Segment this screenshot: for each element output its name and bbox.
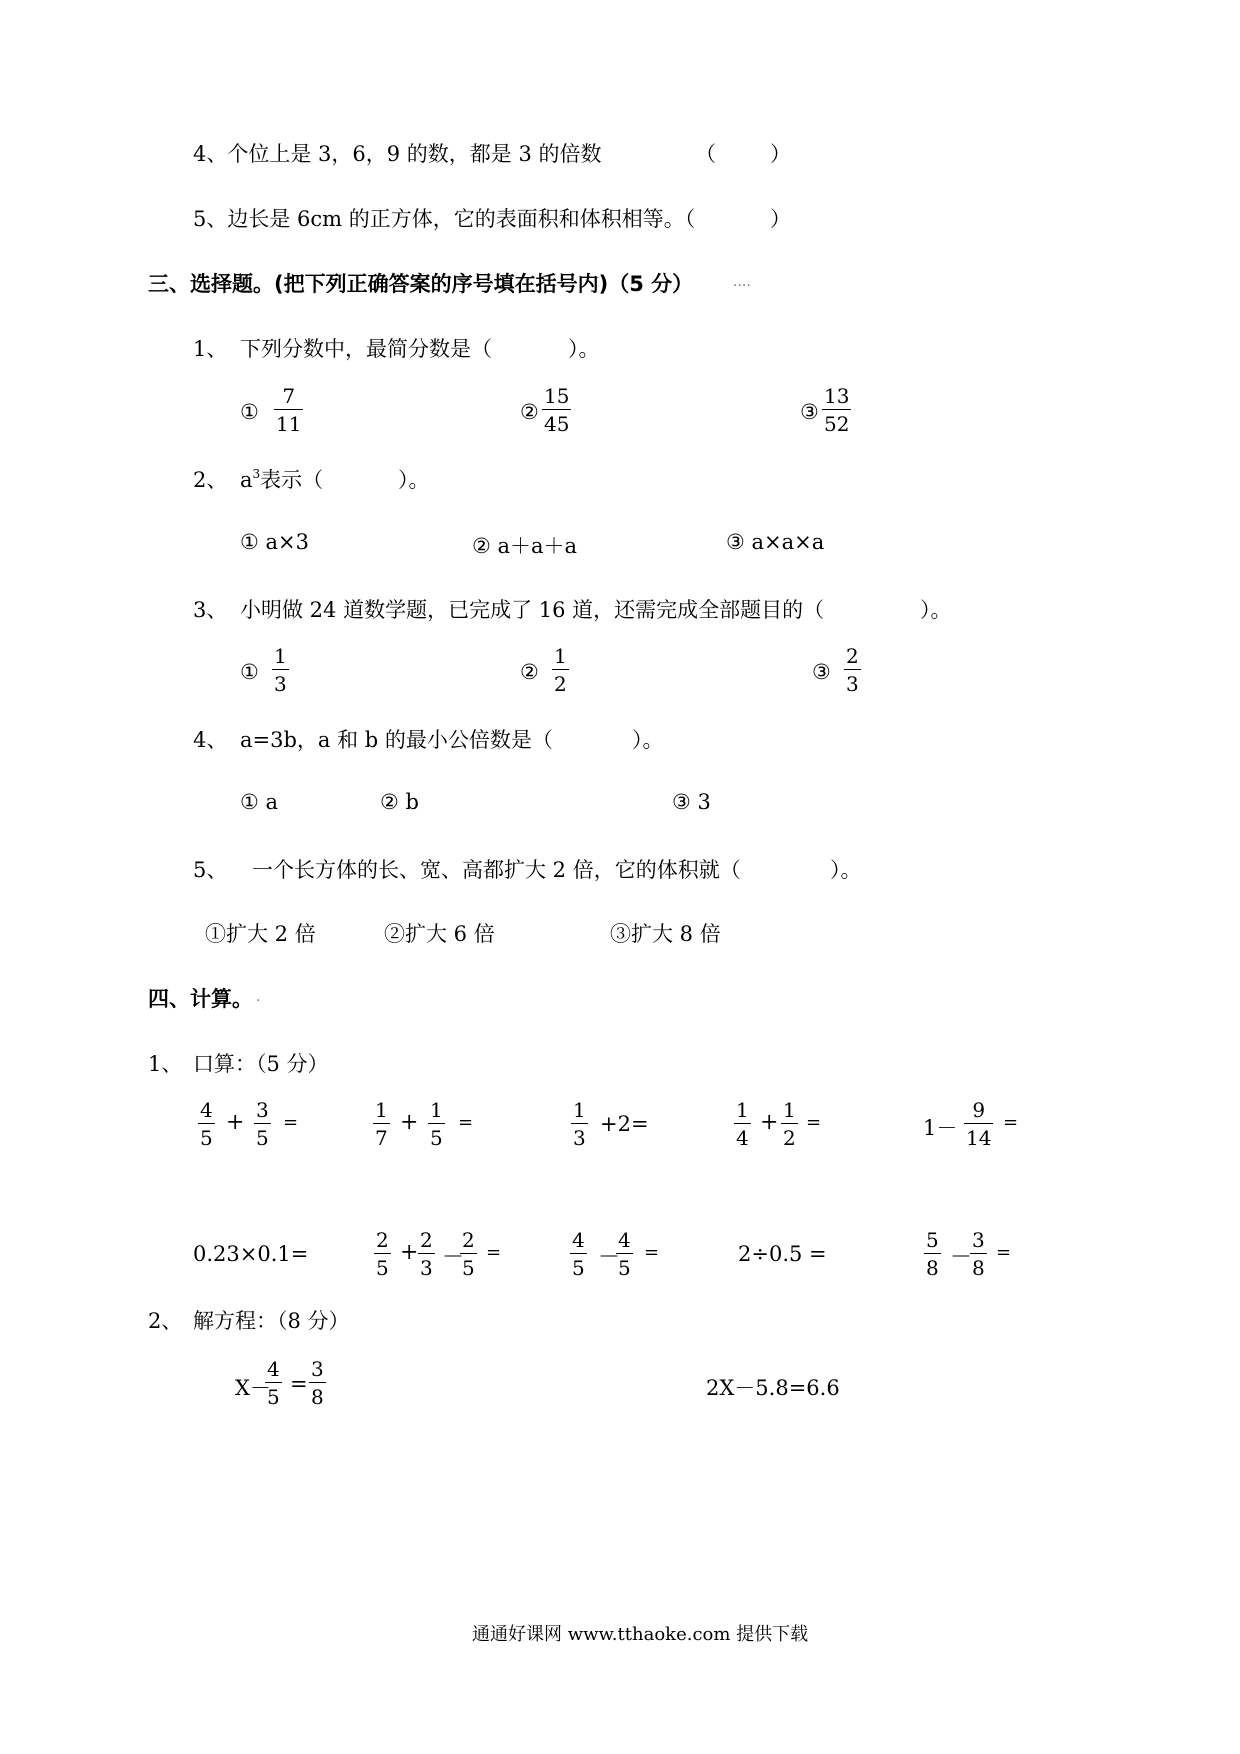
denominator: 3 [420,1256,433,1280]
equals: = [283,1112,299,1133]
denominator: 5 [256,1126,269,1150]
choice-q1-close: ）。 [568,337,600,361]
numerator: 3 [311,1357,324,1381]
q3-option-2-mark: ② [520,660,539,684]
equals: = [458,1112,474,1133]
choice-q4-number: 4、 [193,728,228,752]
numerator: 3 [972,1228,985,1252]
eq1-frac-a [265,1357,282,1409]
q1-option-1-mark: ① [240,400,259,424]
equals: = [290,1372,308,1396]
section-3-dots: .... [733,274,751,290]
numerator: 2 [376,1228,389,1252]
operator: － [950,1245,973,1270]
choice-q4-text: a=3b，a 和 b 的最小公倍数是（ [240,728,553,752]
r1e1-frac-b [254,1098,271,1150]
denominator: 5 [430,1126,443,1150]
choice-q2-close: ）。 [398,468,430,492]
choice-q2-number: 2、 [193,468,228,492]
operator: － [598,1245,621,1270]
denominator: 5 [200,1126,213,1150]
equals: = [1003,1112,1019,1133]
r2e1-expression: 0.23×0.1= [193,1242,309,1266]
q1-option-3-mark: ③ [800,400,819,424]
operator: + [400,1110,419,1135]
denominator: 5 [267,1385,280,1409]
equations-title: 解方程：（8 分） [193,1309,350,1333]
r2e5-frac-a [924,1228,941,1280]
denominator: 8 [972,1256,985,1280]
q4-option-2: ② b [380,790,419,814]
q3-option-1-fraction [272,644,289,696]
choice-q5-close: ）。 [830,858,862,882]
equations-number: 2、 [148,1309,183,1333]
numerator: 1 [430,1098,443,1122]
q2-option-2: ② a＋a＋a [472,534,578,558]
equals: = [996,1242,1012,1263]
denominator: 3 [846,672,859,696]
denominator: 5 [618,1256,631,1280]
denominator: 5 [462,1256,475,1280]
judge-question-5: 5、边长是 6cm 的正方体，它的表面积和体积相等。（ [193,207,696,231]
denominator: 8 [926,1256,939,1280]
section-3-title: 三、选择题。(把下列正确答案的序号填在括号内)（5 分） [148,272,694,296]
choice-q5-number: 5、 [193,858,228,882]
numerator: 4 [200,1098,213,1122]
denominator: 3 [573,1126,586,1150]
numerator: 1 [274,644,287,668]
denominator: 52 [824,412,850,436]
operator: + [760,1110,779,1135]
denominator: 45 [544,412,570,436]
r2e2-frac-a [374,1228,391,1280]
numerator: 2 [846,644,859,668]
r1e4-frac-b [781,1098,798,1150]
eq1-prefix: X－ [235,1376,271,1400]
choice-q2-prompt: 表示（ [260,468,324,492]
answer-paren-right: ） [770,207,791,231]
judge-question-4: 4、个位上是 3，6，9 的数，都是 3 的倍数 [193,142,602,166]
mental-math-number: 1、 [148,1052,183,1076]
footer-source: 通通好课网 www.tthaoke.com 提供下载 [472,1624,809,1645]
numerator: 1 [573,1098,586,1122]
choice-q3-number: 3、 [193,598,228,622]
operator: + [400,1240,419,1265]
r1e1-frac-a [198,1098,215,1150]
eq2-expression: 2X－5.8=6.6 [706,1376,840,1400]
q1-option-3-fraction [822,384,851,436]
q2-option-1: ① a×3 [240,530,309,554]
q3-option-3-fraction [844,644,861,696]
q5-option-1: ①扩大 2 倍 [205,922,316,946]
denominator: 14 [966,1126,992,1150]
operator: － [442,1245,465,1270]
r2e3-frac-b [616,1228,633,1280]
numerator: 15 [544,384,570,408]
choice-q4-close: ）。 [632,728,664,752]
answer-paren-right: ） [770,142,791,166]
numerator: 7 [282,384,296,408]
numerator: 4 [572,1228,585,1252]
r1e4-frac-a [734,1098,751,1150]
mental-math-title: 口算：（5 分） [193,1052,329,1076]
r1e3-rest: +2= [600,1112,649,1136]
numerator: 1 [375,1098,388,1122]
power-base: a [240,468,253,492]
choice-q2-text [240,464,323,494]
eq1-frac-b [309,1357,326,1409]
q4-option-3: ③ 3 [672,790,711,814]
section-4-title: 四、计算。 [148,987,253,1011]
q3-option-1-mark: ① [240,660,259,684]
choice-q1-text: 下列分数中，最简分数是（ [240,337,492,361]
q4-option-1: ① a [240,790,279,814]
r2e2-frac-b [418,1228,435,1280]
r1e2-frac-a [373,1098,390,1150]
equals: = [486,1242,502,1263]
choice-q3-close: ）。 [920,598,952,622]
denominator: 2 [783,1126,796,1150]
numerator: 1 [783,1098,796,1122]
r1e5-prefix: 1－ [923,1116,958,1140]
answer-paren-left: （ [695,142,716,166]
q5-option-3: ③扩大 8 倍 [610,922,721,946]
choice-q1-number: 1、 [193,337,228,361]
equals: = [644,1242,660,1263]
equals: = [806,1112,822,1133]
r2e3-frac-a [570,1228,587,1280]
numerator: 2 [462,1228,475,1252]
operator: + [226,1110,245,1135]
r1e5-frac-a [964,1098,993,1150]
denominator: 2 [554,672,567,696]
section-4-dot: . [256,989,261,1005]
q1-option-2-mark: ② [520,400,539,424]
numerator: 1 [736,1098,749,1122]
r2e2-frac-c [460,1228,477,1280]
numerator: 4 [267,1357,280,1381]
numerator: 5 [926,1228,939,1252]
choice-q5-text: 一个长方体的长、宽、高都扩大 2 倍，它的体积就（ [252,858,741,882]
power-exponent: 3 [252,467,261,481]
q1-option-1-fraction [274,384,303,436]
q5-option-2: ②扩大 6 倍 [384,922,495,946]
denominator: 5 [376,1256,389,1280]
q3-option-3-mark: ③ [812,660,831,684]
denominator: 11 [276,412,302,436]
r2e5-frac-b [970,1228,987,1280]
denominator: 8 [311,1385,324,1409]
r2e4-expression: 2÷0.5 = [738,1242,827,1266]
denominator: 7 [375,1126,388,1150]
q3-option-2-fraction [552,644,569,696]
choice-q3-text: 小明做 24 道数学题，已完成了 16 道，还需完成全部题目的（ [240,598,825,622]
denominator: 4 [736,1126,749,1150]
denominator: 5 [572,1256,585,1280]
denominator: 3 [274,672,287,696]
numerator: 9 [972,1098,986,1122]
numerator: 13 [824,384,850,408]
numerator: 4 [618,1228,631,1252]
numerator: 2 [420,1228,433,1252]
q1-option-2-fraction [542,384,571,436]
r1e3-frac-a [571,1098,588,1150]
r1e2-frac-b [428,1098,445,1150]
q2-option-3: ③ a×a×a [726,530,825,554]
numerator: 3 [256,1098,269,1122]
numerator: 1 [554,644,567,668]
